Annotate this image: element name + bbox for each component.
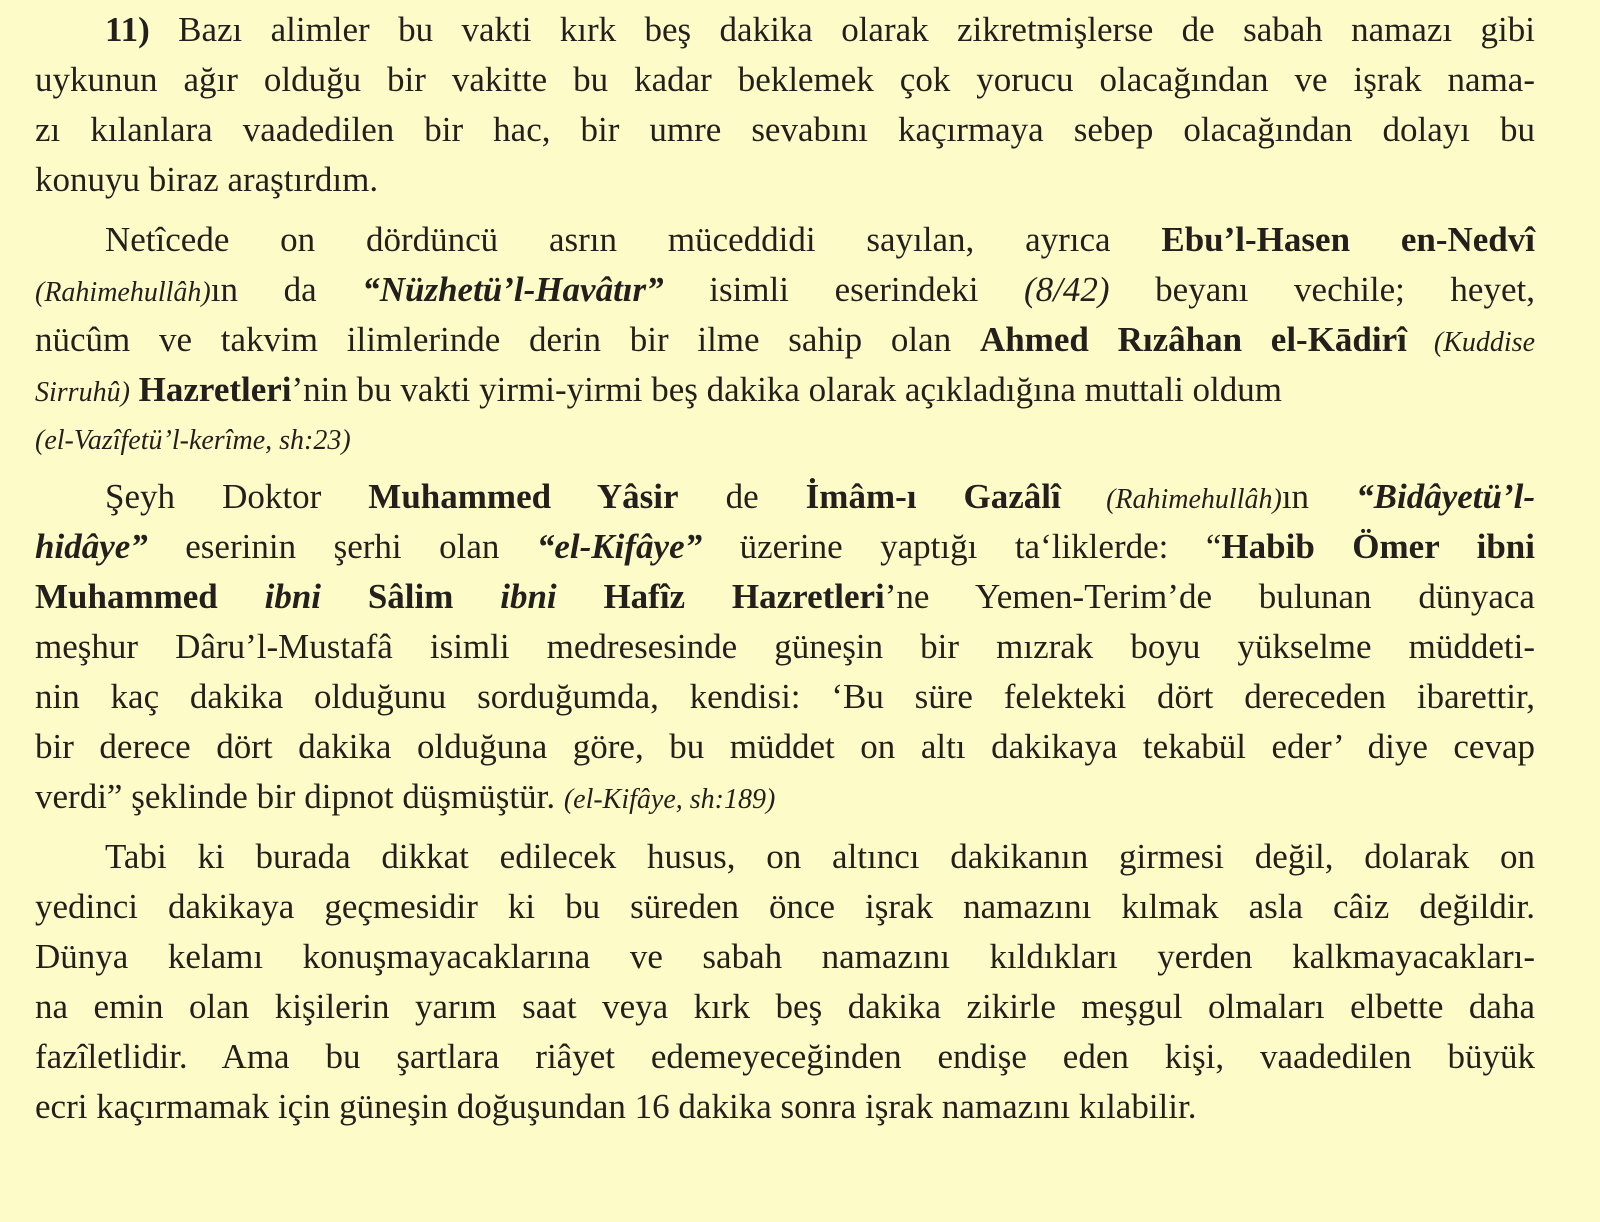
body-text: uykunun ağır olduğu bir vakitte bu kadar beklemek çok yorucu olacağından ve işrak nama- — [35, 60, 1535, 99]
bold-text: Hazretleri — [129, 370, 292, 409]
body-text: na emin olan kişilerin yarım saat veya kırk beş dakika zikirle meşgul olmaları elbette daha — [35, 987, 1535, 1026]
paragraph-2-line — [35, 265, 1535, 315]
bold-text: ibni — [500, 577, 557, 616]
paragraph-4-line — [35, 932, 1535, 982]
body-text: zı kılanlara vaadedilen bir hac, bir umre sevabını kaçırmaya sebep olacağından dolayı bu — [35, 110, 1535, 149]
paragraph-3-line — [35, 722, 1535, 772]
body-text: ecri kaçırmamak için güneşin doğuşundan 16 dakika sonra işrak namazını kılabilir. — [35, 1087, 1197, 1126]
citation-text: Sirruhû) — [35, 377, 130, 408]
paragraph-2-line — [35, 365, 1535, 415]
bold-text: hidâye” — [35, 527, 148, 566]
citation-text: (Rahimehullâh) — [1060, 484, 1282, 515]
paragraph-3-line — [35, 622, 1535, 672]
paragraph-1-line — [35, 105, 1535, 155]
body-text: bir derece dört dakika olduğuna göre, bu müddet on altı dakikaya tekabül eder’ diye cevap — [35, 727, 1535, 766]
bold-text: Sâlim — [321, 577, 501, 616]
citation-text: (el-Vazîfetü’l-kerîme, sh:23) — [35, 425, 351, 456]
paragraph-1-line — [35, 55, 1535, 105]
paragraph-4-line — [35, 982, 1535, 1032]
citation-text: (Rahimehullâh) — [35, 277, 211, 308]
body-text: Netîcede on dördüncü asrın müceddidi sayılan, ayrıca — [105, 220, 1162, 259]
body-text: üzerine yaptığı ta‘liklerde: “ — [702, 527, 1222, 566]
bold-text: İmâm-ı Gazâlî — [805, 477, 1061, 516]
body-text: konuyu biraz araştırdım. — [35, 160, 379, 199]
citation-text: (8/42) — [1024, 270, 1110, 309]
paragraph-4-line — [105, 832, 1535, 882]
body-text: beyanı vechile; heyet, — [1109, 270, 1535, 309]
body-text: de — [678, 477, 806, 516]
body-text: Dünya kelamı konuşmayacaklarına ve sabah namazını kıldıkları yerden kalkmayacakları- — [35, 937, 1535, 976]
paragraph-4-line — [35, 882, 1535, 932]
bold-text: 11) — [105, 10, 150, 49]
bold-text: ibni — [264, 577, 322, 616]
paragraph-1-line — [35, 155, 1535, 205]
bold-text: “el-Kifâye” — [536, 527, 703, 566]
bold-text: Ahmed Rızâhan el-Kādirî — [979, 320, 1407, 359]
body-text: meşhur Dâru’l-Mustafâ isimli medresesinde güneşin bir mızrak boyu yükselme müddeti- — [35, 627, 1535, 666]
body-text: nin kaç dakika olduğunu sorduğumda, kendisi: ‘Bu süre felekteki dört dereceden ibarettir, — [35, 677, 1535, 716]
paragraph-2-line — [35, 413, 1535, 463]
body-text: Tabi ki burada dikkat edilecek husus, on altıncı dakikanın girmesi değil, dolarak on — [105, 837, 1535, 876]
paragraph-2-line — [105, 215, 1535, 265]
bold-text: Hafîz Hazretleri — [556, 577, 885, 616]
body-text: isimli eserindeki — [663, 270, 1025, 309]
bold-text: “Bidâyetü’l- — [1356, 477, 1535, 516]
paragraph-3-line — [35, 772, 1535, 822]
paragraph-1-line — [105, 5, 1535, 55]
paragraph-2-line — [35, 315, 1535, 365]
body-text: yedinci dakikaya geçmesidir ki bu süreden önce işrak namazını kılmak asla câiz değildir. — [35, 887, 1535, 926]
body-text: ’ne Yemen-Terim’de bulunan dünyaca — [884, 577, 1535, 616]
body-text: Bazı alimler bu vakti kırk beş dakika olarak zikretmişlerse de sabah namazı gibi — [149, 10, 1535, 49]
paragraph-3-line — [35, 522, 1535, 572]
citation-text: (el-Kifâye, sh:189) — [563, 784, 776, 815]
body-text: verdi” şeklinde bir dipnot düşmüştür. — [35, 777, 564, 816]
paragraph-3-line — [35, 672, 1535, 722]
body-text: ın — [1281, 477, 1357, 516]
body-text: eserinin şerhi olan — [147, 527, 537, 566]
body-text: ’nin bu vakti yirmi-yirmi beş dakika olarak açıkladığına muttali oldum — [291, 370, 1282, 409]
paragraph-3-line — [35, 572, 1535, 622]
body-text: ın da — [210, 270, 363, 309]
body-text: Şeyh Doktor — [105, 477, 369, 516]
bold-text: Ebu’l-Hasen en-Nedvî — [1161, 220, 1535, 259]
body-text: fazîletlidir. Ama bu şartlara riâyet edemeyeceğinden endişe eden kişi, vaadedilen büyük — [35, 1037, 1535, 1076]
paragraph-4-line — [35, 1032, 1535, 1082]
bold-text: Muhammed — [35, 577, 265, 616]
body-text: nücûm ve takvim ilimlerinde derin bir ilme sahip olan — [35, 320, 980, 359]
paragraph-3-line — [105, 472, 1535, 522]
paragraph-4-line — [35, 1082, 1535, 1132]
citation-text: (Kuddise — [1406, 327, 1535, 358]
bold-text: Muhammed Yâsir — [368, 477, 679, 516]
bold-text: “Nüzhetü’l-Havâtır” — [362, 270, 664, 309]
bold-text: Habib Ömer ibni — [1221, 527, 1535, 566]
